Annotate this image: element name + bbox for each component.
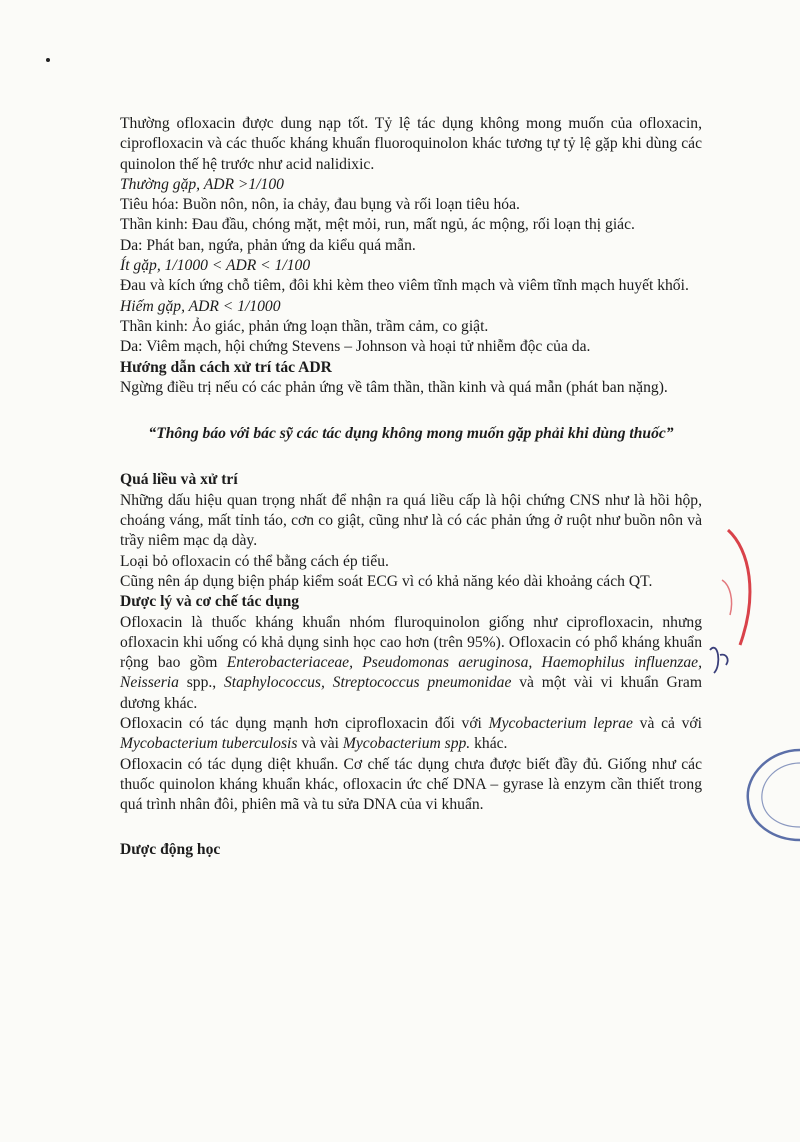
organism-names: Enterobacteriaceae, Pseudomonas aeruginosa, Haemophilus influenzae, Neisseria [120, 654, 702, 692]
heading-adr-management: Hướng dẫn cách xử trí tác ADR [120, 358, 332, 376]
adr-intro: Thường ofloxacin được dung nạp tốt. Tỷ lệ tác dụng không mong muốn của ofloxacin, ciprofloxacin và các thuốc kháng khuẩn fluoroquinolon khác tương tự tỷ lệ gặp khi dùng các quinolon thế hệ trước như acid nalidixic. [120, 115, 702, 173]
common-skin: Da: Phát ban, ngứa, phản ứng da kiểu quá mẫn. [120, 236, 416, 254]
organism-names: Mycobacterium tuberculosis [120, 735, 298, 753]
uncommon-injection: Đau và kích ứng chỗ tiêm, đôi khi kèm theo viêm tĩnh mạch và viêm tĩnh mạch huyết khối. [120, 277, 689, 295]
text-run: và vài [297, 735, 343, 753]
heading-overdose: Quá liều và xử trí [120, 471, 238, 489]
overdose-elimination: Loại bỏ ofloxacin có thể bằng cách ép tiểu. [120, 552, 389, 570]
text-run: Ofloxacin là thuốc kháng khuẩn nhóm fluroquinolon giống như ciprofloxacin, nhưng ofloxacin khi uống có khả dụng sinh học cao hơn (trên 95%). Ofloxacin có phổ kháng khuẩn rộng bao gồm [120, 613, 702, 672]
spacer [120, 816, 702, 840]
heading-uncommon: Ít gặp, 1/1000 < ADR < 1/100 [120, 257, 311, 275]
heading-common: Thường gặp, ADR >1/100 [120, 175, 284, 193]
heading-pharmacokinetics: Dược động học [120, 840, 221, 858]
overdose-signs: Những dấu hiệu quan trọng nhất để nhận ra quá liều cấp là hội chứng CNS như là hồi hộp, choáng váng, mất tỉnh táo, cơn co giật, cũng như là có các phản ứng ở ruột như buồn nôn và trầy niêm mạc dạ dày. [120, 491, 702, 550]
text-run: và cả với [632, 715, 702, 733]
text-run: spp., [178, 674, 224, 692]
common-neuro: Thần kinh: Đau đầu, chóng mặt, mệt mỏi, run, mất ngủ, ác mộng, rối loạn thị giác. [120, 216, 635, 234]
pharmacology-mycobacterium [120, 714, 702, 755]
organism-names: Mycobacterium leprae [488, 715, 633, 733]
speck-mark [46, 58, 50, 62]
heading-pharmacology: Dược lý và cơ chế tác dụng [120, 593, 300, 611]
adr-management: Ngừng điều trị nếu có các phản ứng về tâm thần, thần kinh và quá mẫn (phát ban nặng). [120, 378, 668, 396]
rare-neuro: Thần kinh: Ảo giác, phản ứng loạn thần, trầm cảm, co giật. [120, 317, 489, 335]
text-run: và một vài vi khuẩn Gram dương khác. [120, 674, 702, 712]
blue-stamp-fragment [740, 745, 800, 845]
text-run: Ofloxacin có tác dụng mạnh hơn ciprofloxacin đối với [120, 715, 489, 733]
common-gi: Tiêu hóa: Buồn nôn, nôn, ỉa chảy, đau bụng và rối loạn tiêu hóa. [120, 196, 520, 214]
pharmacology-mechanism: Ofloxacin có tác dụng diệt khuẩn. Cơ chế tác dụng chưa được biết đầy đủ. Giống như các thuốc quinolon kháng khuẩn khác, ofloxacin ức chế DNA – gyrase là enzym cần thiết trong quá trình nhân đôi, phiên mã và tu sửa DNA của vi khuẩn. [120, 755, 702, 814]
organism-names: Staphylococcus, Streptococcus pneumonidae [223, 674, 512, 692]
overdose-ecg: Cũng nên áp dụng biện pháp kiểm soát ECG vì có khả năng kéo dài khoảng cách QT. [120, 572, 653, 590]
text-run: khác. [470, 735, 508, 753]
heading-rare: Hiếm gặp, ADR < 1/1000 [120, 297, 281, 315]
organism-names: Mycobacterium spp. [342, 735, 471, 753]
doctor-notice: “Thông báo với bác sỹ các tác dụng không mong muốn gặp phải khi dùng thuốc” [148, 425, 674, 443]
document-body [120, 114, 702, 860]
red-stamp-fragment [700, 525, 760, 675]
pharmacology-spectrum [120, 613, 702, 714]
rare-skin: Da: Viêm mạch, hội chứng Stevens – Johnson và hoại tử nhiễm độc của da. [120, 338, 591, 356]
